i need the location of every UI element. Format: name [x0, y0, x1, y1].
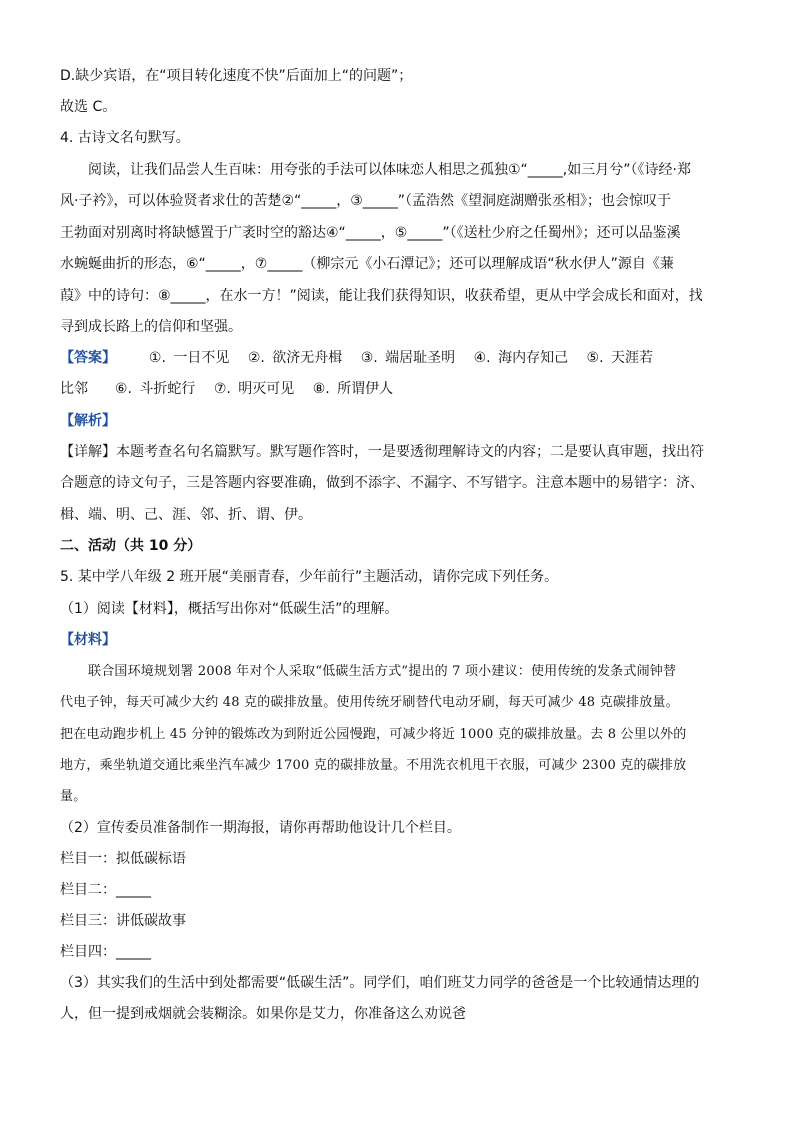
detail-text: 【详解】本题考查名句名篇默写。默写题作答时，一是要透彻理解诗文的内容；二是要认真审题，找出符	[60, 444, 704, 460]
text-line: D.缺少宾语，在“项目转化速度不快”后面加上“的问题”；	[60, 68, 413, 84]
answer-item: ④. 海内存知己	[473, 350, 569, 366]
detail-text: 合题意的诗文句子，三是答题内容要准确，做到不添字、不漏字、不写错字。注意本题中的易错字：济、	[60, 475, 704, 491]
detail-text: 楫、端、明、己、涯、邻、折、谓、伊。	[60, 507, 312, 523]
answer-item: ③. 端居耻圣明	[360, 350, 456, 366]
answer-row: 比邻 ⑥. 斗折蛇行 ⑦. 明灭可见 ⑧. 所谓伊人	[60, 381, 394, 397]
material-text: 把在电动跑步机上 45 分钟的锻炼改为到附近公园慢跑，可减少将近 1000 克的碳排放量。去 8 公里以外的	[60, 727, 687, 742]
answer-tag: 【答案】	[60, 350, 116, 366]
column-item: 栏目一：拟低碳标语	[60, 851, 186, 867]
answer-item: ⑥. 斗折蛇行	[114, 381, 196, 397]
answer-item: ⑦. 明灭可见	[213, 381, 295, 397]
question-5-part-3: 人，但一提到戒烟就会装糊涂。如果你是艾力，你准备这么劝说爸	[60, 1006, 466, 1022]
material-text: 量。	[60, 789, 87, 804]
answer-item: ②. 欲济无舟楫	[247, 350, 343, 366]
section-heading: 二、活动（共 10 分）	[60, 538, 202, 554]
column-item: 栏目四：_____	[60, 944, 151, 960]
question-4-paragraph: 水蜿蜒曲折的形态，⑥“_____，⑦_____（柳宗元《小石潭记》；还可以理解成语“秋水伊人”源自《蒹	[60, 256, 674, 272]
answer-item: ①. 一日不见	[148, 350, 230, 366]
question-5-part-3: （3）其实我们的生活中到处都需要“低碳生活”。同学们，咱们班艾力同学的爸爸是一个比较通情达理的	[60, 975, 700, 991]
question-4-paragraph: 阅读，让我们品尝人生百味：用夸张的手法可以体味恋人相思之孤独①“_____,如三月兮”（《诗经·郑	[88, 162, 691, 178]
material-tag: 【材料】	[60, 632, 116, 648]
question-5-part-2: （2）宣传委员准备制作一期海报，请你再帮助他设计几个栏目。	[60, 820, 461, 836]
answer-item: ⑤. 天涯若	[586, 350, 653, 366]
material-text: 联合国环境规划署 2008 年对个人采取“低碳生活方式”提出的 7 项小建议：使用传统的发条式闹钟替	[88, 664, 677, 679]
material-text: 代电子钟，每天可减少大约 48 克的碳排放量。使用传统牙刷替代电动牙刷，每天可减少 48 克碳排放量。	[60, 695, 679, 710]
question-4-title: 4. 古诗文名句默写。	[60, 130, 190, 146]
column-item: 栏目二：_____	[60, 882, 151, 898]
answer-item: ⑧. 所谓伊人	[312, 381, 394, 397]
question-4-paragraph: 王勃面对别离时将缺憾置于广袤时空的豁达④“_____，⑤_____”（《送杜少府之任蜀州》；还可以品鉴溪	[60, 225, 681, 241]
analysis-tag: 【解析】	[60, 413, 116, 429]
material-text: 地方，乘坐轨道交通比乘坐汽车减少 1700 克的碳排放量。不用洗衣机甩干衣服，可减少 2300 克的碳排放	[60, 758, 687, 773]
answer-row	[60, 348, 724, 368]
question-4-paragraph: 葭》中的诗句：⑧_____，在水一方！”阅读，能让我们获得知识，收获希望，更从中学会成长和面对，找	[60, 288, 703, 304]
question-5-part-1: （1）阅读【材料】，概括写出你对“低碳生活”的理解。	[60, 601, 399, 617]
question-5: 5. 某中学八年级 2 班开展“美丽青春，少年前行”主题活动，请你完成下列任务。	[60, 569, 559, 585]
question-4-paragraph: 风·子衿》，可以体验贤者求仕的苦楚②“_____，③_____”（孟浩然《望洞庭湖赠张丞相》；也会惊叹于	[60, 193, 672, 209]
column-item: 栏目三：讲低碳故事	[60, 913, 186, 929]
question-4-paragraph: 寻到成长路上的信仰和坚强。	[60, 319, 242, 335]
text-line: 故选 C。	[60, 99, 117, 115]
